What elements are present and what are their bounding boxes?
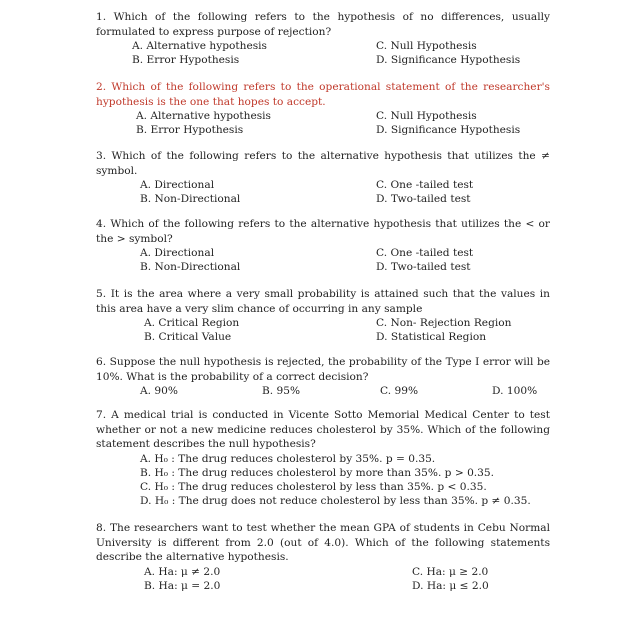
option-a: A. Alternative hypothesis — [136, 110, 271, 122]
question-5 — [96, 287, 550, 345]
question-1-stem — [96, 10, 550, 39]
option-d: D. Significance Hypothesis — [376, 54, 521, 66]
option-c: C. Ha: μ ≥ 2.0 — [412, 565, 489, 578]
option-c: C. Null Hypothesis — [376, 40, 477, 52]
option-c: C. One -tailed test — [376, 247, 474, 259]
option-a: A. 90% — [140, 385, 178, 397]
option-c: C. H₀ : The drug reduces cholesterol by less than 35%. p < 0.35. — [140, 480, 487, 493]
option-b: B. Non-Directional — [140, 261, 241, 273]
option-d: D. Two-tailed test — [376, 193, 471, 205]
option-a: A. Ha: μ ≠ 2.0 — [144, 565, 221, 578]
option-c: C. One -tailed test — [376, 179, 474, 191]
question-text: The researchers want to test whether the mean GPA of students in Cebu Normal University is different from 2.0 (out of 4.0). Which of the following statements describe the alternative hypothesis. — [96, 522, 550, 563]
question-8 — [96, 521, 550, 594]
question-number: 4. — [96, 218, 107, 230]
option-b: B. Ha: μ = 2.0 — [144, 579, 221, 592]
question-4-stem — [96, 217, 550, 246]
option-d: D. Significance Hypothesis — [376, 124, 521, 136]
question-number: 7. — [96, 409, 107, 421]
question-1 — [96, 10, 550, 68]
option-a: A. Directional — [140, 179, 215, 191]
question-2-stem — [96, 80, 550, 109]
option-b: B. Non-Directional — [140, 193, 241, 205]
question-text: Which of the following refers to the alternative hypothesis that utilizes the ≠ symbol. — [96, 150, 550, 177]
question-number: 2. — [96, 81, 107, 93]
question-number: 1. — [96, 11, 107, 23]
question-6 — [96, 355, 550, 399]
option-c: C. Null Hypothesis — [376, 110, 477, 122]
question-6-stem — [96, 355, 550, 384]
option-d: D. Statistical Region — [376, 331, 487, 343]
question-text: A medical trial is conducted in Vicente Sotto Memorial Medical Center to test whether or not a new medicine reduces cholesterol by 35%. Which of the following statement describes the null hypothesis? — [96, 409, 550, 450]
option-b: B. Error Hypothesis — [136, 124, 244, 136]
question-text: It is the area where a very small probability is attained such that the values in this area have a very slim chance of occurring in any sample — [96, 288, 550, 315]
question-4 — [96, 217, 550, 275]
question-number: 3. — [96, 150, 107, 162]
question-3-stem — [96, 149, 550, 178]
option-b: B. Critical Value — [144, 331, 232, 343]
question-number: 6. — [96, 356, 107, 368]
option-c: C. Non- Rejection Region — [376, 317, 512, 329]
option-b: B. H₀ : The drug reduces cholesterol by more than 35%. p > 0.35. — [140, 466, 495, 479]
question-text: Which of the following refers to the hypothesis of no differences, usually formulated to express purpose of rejection? — [96, 11, 550, 38]
option-a: A. Alternative hypothesis — [132, 40, 267, 52]
option-d: D. Two-tailed test — [376, 261, 471, 273]
option-a: A. Directional — [140, 247, 215, 259]
option-a: A. Critical Region — [144, 317, 240, 329]
question-text: Suppose the null hypothesis is rejected, the probability of the Type I error will be 10%. What is the probability of a correct decision? — [96, 356, 550, 383]
question-5-stem — [96, 287, 550, 316]
option-b: B. 95% — [262, 385, 301, 397]
question-8-stem — [96, 521, 550, 565]
option-d: D. Ha: μ ≤ 2.0 — [412, 579, 489, 592]
question-3 — [96, 149, 550, 207]
question-7 — [96, 408, 550, 510]
question-text: Which of the following refers to the alternative hypothesis that utilizes the < or the > symbol? — [96, 218, 550, 245]
question-number: 5. — [96, 288, 107, 300]
option-a: A. H₀ : The drug reduces cholesterol by 35%. p = 0.35. — [140, 452, 436, 465]
option-d: D. H₀ : The drug does not reduce cholesterol by less than 35%. p ≠ 0.35. — [140, 494, 531, 507]
question-2 — [96, 80, 550, 138]
option-b: B. Error Hypothesis — [132, 54, 240, 66]
question-number: 8. — [96, 522, 107, 534]
question-text: Which of the following refers to the operational statement of the researcher's hypothesis is the one that hopes to accept. — [96, 81, 550, 108]
option-c: C. 99% — [380, 385, 419, 397]
question-7-stem — [96, 408, 550, 452]
option-d: D. 100% — [492, 385, 538, 397]
